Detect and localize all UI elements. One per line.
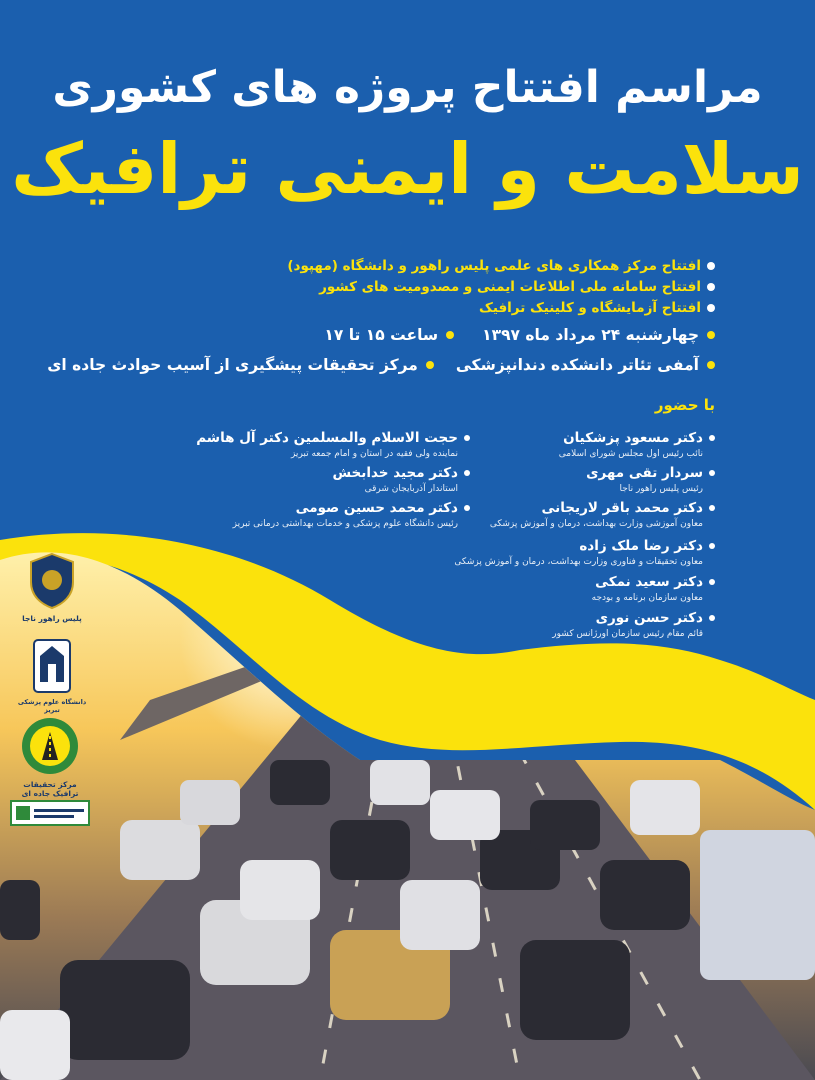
bullet-icon <box>709 543 715 549</box>
bullet-icon <box>707 283 715 291</box>
attendee: دکتر محمد باقر لاریجانی معاون آموزشی وزارت بهداشت، درمان و آموزش پزشکی <box>490 500 715 529</box>
attendee: دکتر مجید خدابخش استاندار آذربایجان شرقی <box>332 465 470 494</box>
opening-item: افتتاح آزمایشگاه و کلینیک ترافیک <box>479 300 715 316</box>
title-line-2: سلامت و ایمنی ترافیک <box>11 128 804 210</box>
bullet-icon <box>709 435 715 441</box>
research-center-emblem-icon <box>20 716 80 776</box>
attendee: دکتر سعید نمکی معاون سازمان برنامه و بودجه <box>592 574 715 603</box>
attendee: دکتر محمد حسین صومی رئیس دانشگاه علوم پزشکی و خدمات بهداشتی درمانی تبریز <box>233 500 470 529</box>
police-emblem-icon <box>29 552 75 610</box>
event-date: چهارشنبه ۲۴ مرداد ماه ۱۳۹۷ <box>482 326 699 344</box>
partner-emblem-icon <box>10 800 90 826</box>
event-organizer: مرکز تحقیقات پیشگیری از آسیب حوادث جاده ای <box>47 356 418 374</box>
opening-item: افتتاح مرکز همکاری های علمی پلیس راهور و دانشگاه (مهپود) <box>287 258 715 274</box>
bullet-icon <box>707 331 715 339</box>
bullet-icon <box>709 615 715 621</box>
attendee: سردار تقی مهری رئیس پلیس راهور ناجا <box>586 465 715 494</box>
attendee: دکتر حسن نوری قائم مقام رئیس سازمان اورژانس کشور <box>552 610 715 639</box>
bullet-icon <box>707 361 715 369</box>
event-venue: آمفی تئاتر دانشکده دندانپزشکی <box>455 356 699 374</box>
bullet-icon <box>707 262 715 270</box>
opening-item: افتتاح سامانه ملی اطلاعات ایمنی و مصدومیت های کشور <box>319 279 715 295</box>
research-center-logo: مرکز تحقیقات ترافیک جاده ای <box>10 716 90 798</box>
bullet-icon <box>709 579 715 585</box>
attendees-label: با حضور <box>654 396 715 414</box>
title-line-1: مراسم افتتاح پروژه های کشوری <box>52 62 763 113</box>
bullet-icon <box>464 505 470 511</box>
attendee: حجت الاسلام والمسلمین دکتر آل هاشم نماینده ولی فقیه در استان و امام جمعه تبریز <box>196 430 470 459</box>
university-logo: دانشگاه علوم پزشکی تبریز <box>14 638 90 714</box>
bullet-icon <box>709 505 715 511</box>
university-emblem-icon <box>32 638 72 694</box>
bullet-icon <box>709 470 715 476</box>
attendee: دکتر رضا ملک زاده معاون تحقیقات و فناوری وزارت بهداشت، درمان و آموزش پزشکی <box>454 538 715 567</box>
event-datetime <box>324 326 715 344</box>
bullet-icon <box>426 361 434 369</box>
bullet-icon <box>446 331 454 339</box>
event-time: ساعت ۱۵ تا ۱۷ <box>324 326 439 344</box>
police-logo: پلیس راهور ناجا <box>22 552 82 623</box>
attendee: دکتر مسعود پزشکیان نائب رئیس اول مجلس شورای اسلامی <box>559 430 715 459</box>
partner-logo <box>10 800 90 830</box>
bullet-icon <box>464 435 470 441</box>
event-venue-row <box>47 356 715 374</box>
bullet-icon <box>464 470 470 476</box>
bullet-icon <box>707 304 715 312</box>
